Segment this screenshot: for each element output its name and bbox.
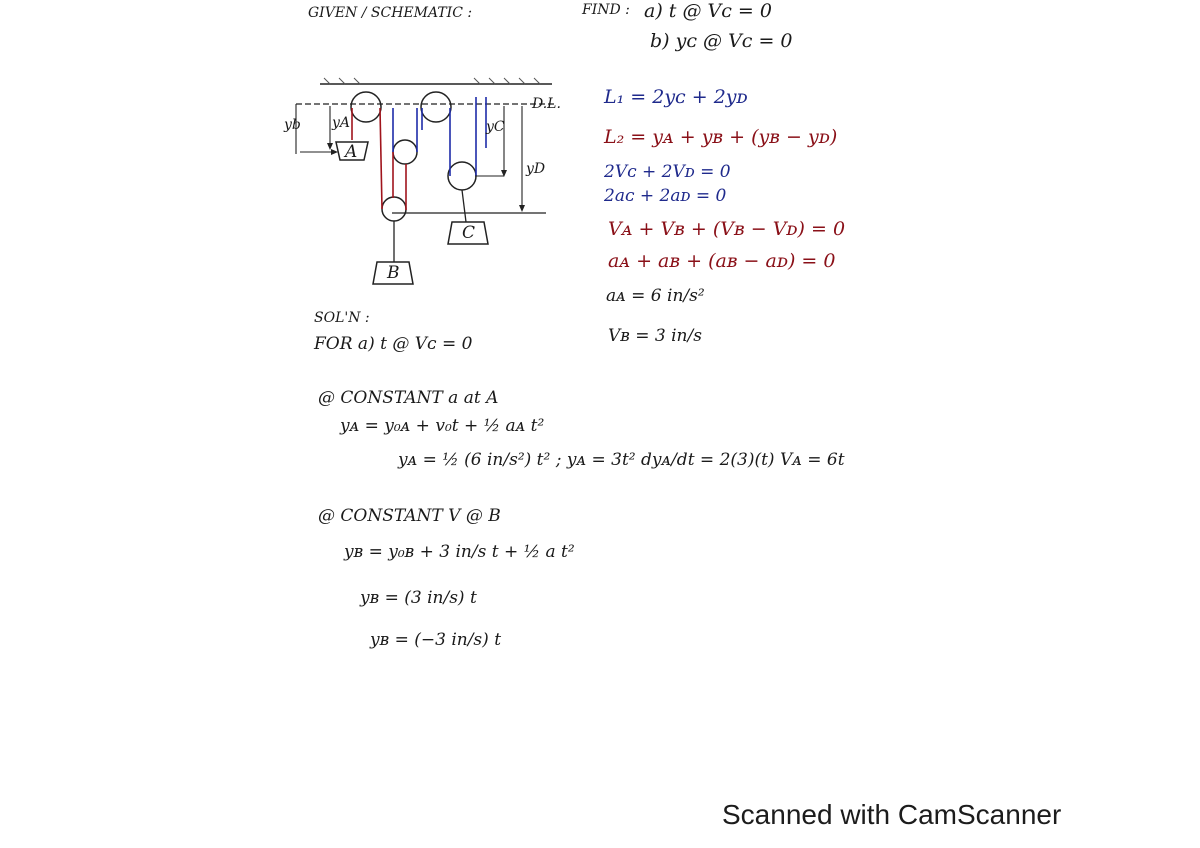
find-part-a: a) t @ Vᴄ = 0: [644, 0, 772, 22]
position-B-line-1: yʙ = (3 in/s) t: [360, 588, 477, 608]
find-label: FIND :: [582, 2, 630, 18]
dimension-yb-label: yb: [284, 117, 301, 133]
length-equation-L1: L₁ = 2yᴄ + 2yᴅ: [604, 86, 748, 108]
solution-heading: SOL'N :: [314, 310, 370, 326]
velocity-equation-ab: Vᴀ + Vʙ + (Vʙ − Vᴅ) = 0: [608, 218, 846, 240]
position-A-substituted: yᴀ = ½ (6 in/s²) t² ; yᴀ = 3t² dyᴀ/dt = 2(3)(t) Vᴀ = 6t: [398, 450, 845, 470]
block-C-label: C: [462, 223, 476, 243]
acceleration-equation-ab: aᴀ + aʙ + (aʙ − aᴅ) = 0: [608, 250, 836, 272]
part-a-heading: FOR a) t @ Vᴄ = 0: [314, 334, 473, 354]
constant-velocity-heading: @ CONSTANT V @ B: [318, 506, 501, 526]
dimension-yD-label: yD: [526, 161, 546, 177]
dimension-yC-label: yC: [486, 119, 505, 135]
position-A-general-equation: yᴀ = y₀ᴀ + v₀t + ½ aᴀ t²: [340, 416, 545, 436]
constant-acceleration-heading: @ CONSTANT a at A: [318, 388, 499, 408]
velocity-B-given: Vʙ = 3 in/s: [608, 326, 702, 346]
camscanner-watermark: Scanned with CamScanner: [722, 799, 1062, 830]
datum-line-label: D.L.: [532, 96, 561, 112]
dimension-yA-label: yA: [332, 115, 351, 131]
position-B-line-2: yʙ = (−3 in/s) t: [370, 630, 502, 650]
find-part-b: b) yᴄ @ Vᴄ = 0: [650, 30, 793, 52]
block-B-label: B: [387, 263, 400, 283]
block-A-label: A: [345, 142, 358, 162]
acceleration-A-given: aᴀ = 6 in/s²: [606, 286, 705, 306]
acceleration-equation-cd: 2aᴄ + 2aᴅ = 0: [604, 186, 727, 206]
velocity-equation-cd: 2Vᴄ + 2Vᴅ = 0: [604, 162, 731, 182]
length-equation-L2: L₂ = yᴀ + yʙ + (yʙ − yᴅ): [604, 126, 838, 148]
position-B-general-equation: yʙ = y₀ʙ + 3 in/s t + ½ a t²: [344, 542, 575, 562]
given-schematic-heading: GIVEN / SCHEMATIC :: [308, 5, 473, 21]
